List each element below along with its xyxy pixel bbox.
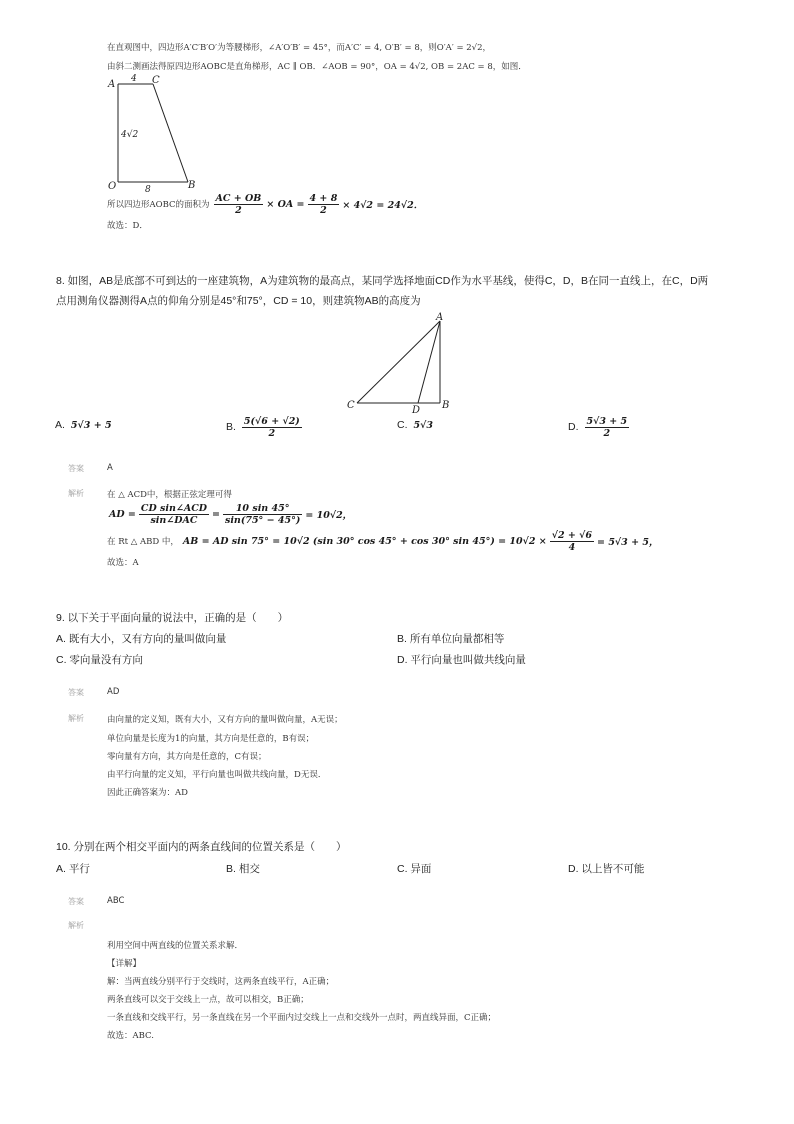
area-mid: × OA = (266, 198, 305, 210)
q9-answer: AD (107, 687, 120, 697)
area-den2: 2 (320, 204, 327, 216)
q10-analysis-line-5: 一条直线和交线平行，另一条直线在另一个平面内过交线上一点和交线外一点时，两直线异面，C正确； (107, 1013, 497, 1023)
q9-title: 9. 以下关于平面向量的说法中，正确的是（ ） (56, 612, 289, 624)
q9-option-d[interactable]: D. 平行向量也叫做共线向量 (397, 654, 526, 666)
q10-analysis-line-6: 故选：ABC. (107, 1031, 154, 1041)
label-O: O (108, 181, 117, 192)
q8-option-c[interactable]: C. 5√3 (397, 419, 433, 431)
q9-option-b[interactable]: B. 所有单位向量都相等 (397, 633, 505, 645)
q10-answer-label: 答案 (68, 897, 84, 906)
solution-line-2: 由斜二测画法得原四边形AOBC是直角梯形，AC ∥ OB．∠AOB = 90°，OA = 4√2, OB = 2AC = 8，如图． (107, 62, 527, 72)
q10-analysis-label: 解析 (68, 921, 84, 930)
q8-analysis-line-4: 故选：A (107, 558, 139, 568)
q8-option-a[interactable]: A. 5√3 + 5 (55, 419, 112, 431)
q10-analysis-line-3: 解：当两直线分别平行于交线时，这两条直线平行，A正确； (107, 977, 335, 987)
area-den: 2 (235, 204, 242, 216)
label-B: B (188, 180, 196, 191)
label-A: A (108, 79, 116, 90)
q10-analysis-line-4: 两条直线可以交于交线上一点，故可以相交，B正确； (107, 995, 309, 1005)
q8-analysis-line-1: 在 △ ACD中，根据正弦定理可得 (107, 490, 232, 500)
label-D: D (412, 405, 421, 416)
q10-analysis-line-1: 利用空间中两直线的位置关系求解． (107, 941, 244, 951)
q10-option-c[interactable]: C. 异面 (397, 863, 432, 875)
area-formula (107, 192, 423, 216)
q9-analysis-line-5: 因此正确答案为：AD (107, 788, 188, 798)
area-num: AC + OB (215, 192, 262, 204)
q10-answer: ABC (107, 896, 125, 906)
q8-title-line-2: 点用测角仪器测得A点的仰角分别是45°和75°，CD = 10，则建筑物AB的高度为 (56, 295, 421, 307)
q8-answer-label: 答案 (68, 464, 84, 473)
bottom-length: 8 (145, 185, 151, 195)
q8-analysis-formula: AD = $\frac{\text{CD sin∠ACD}}{\text{sin∠DAC}}$ = $\frac{10 \sin 45^\circ}{\sin(75^\circ - 45^\circ)}$ = 10√2， (109, 502, 353, 526)
building-figure (340, 309, 460, 419)
q9-analysis-line-3: 零向量有方向，其方向是任意的，C有误； (107, 752, 267, 762)
label-A: A (436, 312, 444, 323)
side-length: 4√2 (121, 130, 139, 140)
q8-analysis-line-3: 在 Rt △ ABD 中， AB = AD sin 75° = 10√2 (sin 30° cos 45° + cos 30° sin 45°) = 10√2 × $\frac{√2 + √6}{4}$ = 5√3 + 5， (107, 529, 659, 553)
q9-answer-label: 答案 (68, 688, 84, 697)
q9-option-a[interactable]: A. 既有大小，又有方向的量叫做向量 (56, 633, 227, 645)
q9-analysis-label: 解析 (68, 714, 84, 723)
label-B: B (442, 400, 450, 411)
q8-option-d[interactable]: D. $\frac{5√3 + 5}{2}$ (568, 415, 628, 439)
area-prefix: 所以四边形AOBC的面积为 (107, 200, 210, 210)
solution-line-1: 在直观图中，四边形A′C′B′O′为等腰梯形，∠A′O′B′ = 45°，而A′C′ = 4, O′B′ = 8，则O′A′ = 2√2， (107, 43, 492, 53)
q8-option-b[interactable]: B. $\frac{5(√6 + √2)}{2}$ (226, 415, 300, 439)
q9-analysis-line-1: 由向量的定义知，既有大小，又有方向的量叫做向量，A无误； (107, 715, 343, 725)
q8-title-line-1: 8. 如图，AB是底部不可到达的一座建筑物，A为建筑物的最高点，某同学选择地面CD作为水平基线，使得C，D，B在同一直线上，在C，D两 (56, 275, 709, 287)
area-end: × 4√2 = 24√2． (342, 200, 424, 211)
q10-option-d[interactable]: D. 以上皆不可能 (568, 863, 645, 875)
top-choice: 故选：D． (107, 221, 148, 231)
label-C: C (152, 75, 160, 86)
q10-analysis-line-2: 【详解】 (107, 959, 142, 969)
q8-analysis-label: 解析 (68, 489, 84, 498)
q10-title: 10. 分别在两个相交平面内的两条直线间的位置关系是（ ） (56, 841, 347, 853)
q9-analysis-line-2: 单位向量是长度为1的向量，其方向是任意的，B有误； (107, 734, 315, 744)
label-C: C (347, 400, 355, 411)
q10-option-a[interactable]: A. 平行 (56, 863, 90, 875)
q9-option-c[interactable]: C. 零向量没有方向 (56, 654, 143, 666)
area-num2: 4 + 8 (309, 192, 338, 204)
q10-option-b[interactable]: B. 相交 (226, 863, 260, 875)
top-length: 4 (131, 74, 137, 84)
q8-answer: A (107, 463, 113, 473)
trapezoid-figure (100, 72, 210, 196)
q9-analysis-line-4: 由平行向量的定义知，平行向量也叫做共线向量，D无误． (107, 770, 327, 780)
